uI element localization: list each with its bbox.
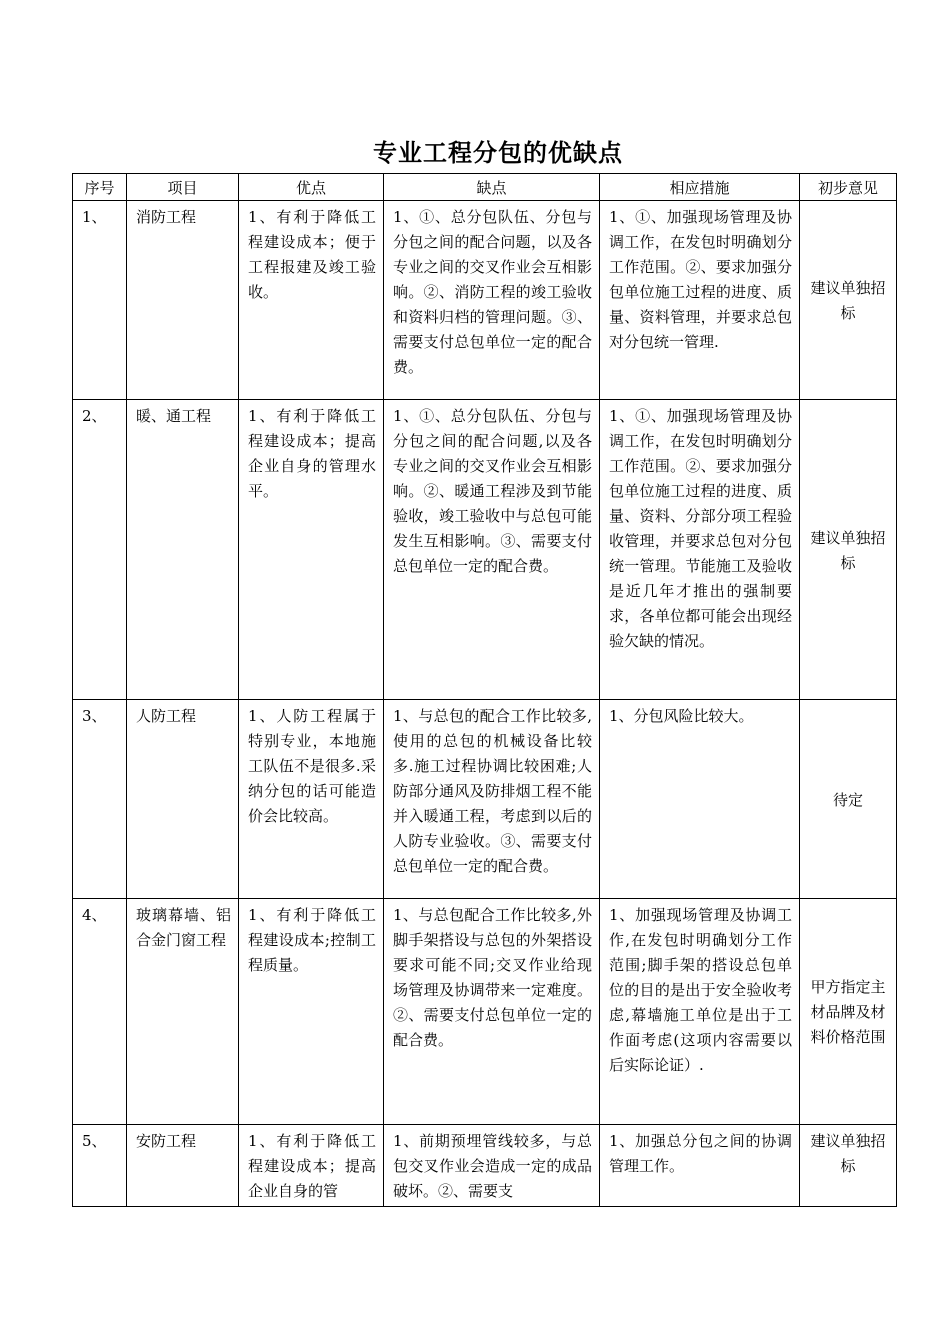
- row-item: 安防工程: [127, 1125, 239, 1207]
- header-pros: 优点: [239, 174, 384, 201]
- row-pros: 1、有利于降低工程建设成本；便于工程报建及竣工验收。: [239, 201, 384, 400]
- row-item: 暖、通工程: [127, 400, 239, 700]
- document-title: 专业工程分包的优缺点: [373, 139, 623, 167]
- row-opinion: 建议单独招标: [800, 1125, 897, 1207]
- row-cons: 1、①、总分包队伍、分包与分包之间的配合问题，以及各专业之间的交叉作业会互相影响。②、消防工程的竣工验收和资料归档的管理问题。③、需要支付总包单位一定的配合费。: [384, 201, 600, 400]
- header-opinion: 初步意见: [800, 174, 897, 201]
- row-measures: 1、①、加强现场管理及协调工作，在发包时明确划分工作范围。②、要求加强分包单位施工过程的进度、质量、资料、分部分项工程验收管理，并要求总包对分包统一管理。节能施工及验收是近几年才推出的强制要求，各单位都可能会出现经验欠缺的情况。: [600, 400, 800, 700]
- header-number: 序号: [73, 174, 127, 201]
- table-row: [73, 1125, 897, 1207]
- row-pros: 1、有利于降低工程建设成本；提高企业自身的管: [239, 1125, 384, 1207]
- row-pros: 1、人防工程属于特别专业，本地施工队伍不是很多.采纳分包的话可能造价会比较高。: [239, 700, 384, 899]
- row-measures: 1、分包风险比较大。: [600, 700, 800, 899]
- table-row: [73, 201, 897, 400]
- row-measures: 1、①、加强现场管理及协调工作，在发包时明确划分工作范围。②、要求加强分包单位施工过程的进度、质量、资料管理，并要求总包对分包统一管理.: [600, 201, 800, 400]
- header-cons: 缺点: [384, 174, 600, 201]
- row-cons: 1、前期预埋管线较多，与总包交叉作业会造成一定的成品破坏。②、需要支: [384, 1125, 600, 1207]
- table-row: [73, 899, 897, 1125]
- row-cons: 1、①、总分包队伍、分包与分包之间的配合问题,以及各专业之间的交叉作业会互相影响。②、暖通工程涉及到节能验收，竣工验收中与总包可能发生互相影响。③、需要支付总包单位一定的配合费。: [384, 400, 600, 700]
- row-opinion: 待定: [800, 700, 897, 899]
- row-measures: 1、加强现场管理及协调工作,在发包时明确划分工作范围;脚手架的搭设总包单位的目的是出于安全验收考虑,幕墙施工单位是出于工作面考虑(这项内容需要以后实际论证）.: [600, 899, 800, 1125]
- row-item: 消防工程: [127, 201, 239, 400]
- row-number: 5、: [73, 1125, 127, 1207]
- row-opinion: 建议单独招标: [800, 400, 897, 700]
- header-item: 项目: [127, 174, 239, 201]
- row-number: 4、: [73, 899, 127, 1125]
- row-cons: 1、与总包配合工作比较多,外脚手架搭设与总包的外架搭设要求可能不同;交叉作业给现场管理及协调带来一定难度。②、需要支付总包单位一定的配合费。: [384, 899, 600, 1125]
- row-opinion: 甲方指定主材品牌及材料价格范围: [800, 899, 897, 1125]
- row-item: 人防工程: [127, 700, 239, 899]
- row-cons: 1、与总包的配合工作比较多,使用的总包的机械设备比较多.施工过程协调比较困难;人防部分通风及防排烟工程不能并入暖通工程，考虑到以后的人防专业验收。③、需要支付总包单位一定的配合费。: [384, 700, 600, 899]
- row-number: 2、: [73, 400, 127, 700]
- subcontract-table: [72, 173, 897, 1207]
- table-row: [73, 700, 897, 899]
- row-opinion: 建议单独招标: [800, 201, 897, 400]
- row-number: 1、: [73, 201, 127, 400]
- row-number: 3、: [73, 700, 127, 899]
- table-row: [73, 400, 897, 700]
- table-header-row: [73, 174, 897, 201]
- header-measures: 相应措施: [600, 174, 800, 201]
- row-pros: 1、有利于降低工程建设成本;控制工程质量。: [239, 899, 384, 1125]
- row-measures: 1、加强总分包之间的协调管理工作。: [600, 1125, 800, 1207]
- row-item: 玻璃幕墙、铝合金门窗工程: [127, 899, 239, 1125]
- row-pros: 1、有利于降低工程建设成本；提高企业自身的管理水平。: [239, 400, 384, 700]
